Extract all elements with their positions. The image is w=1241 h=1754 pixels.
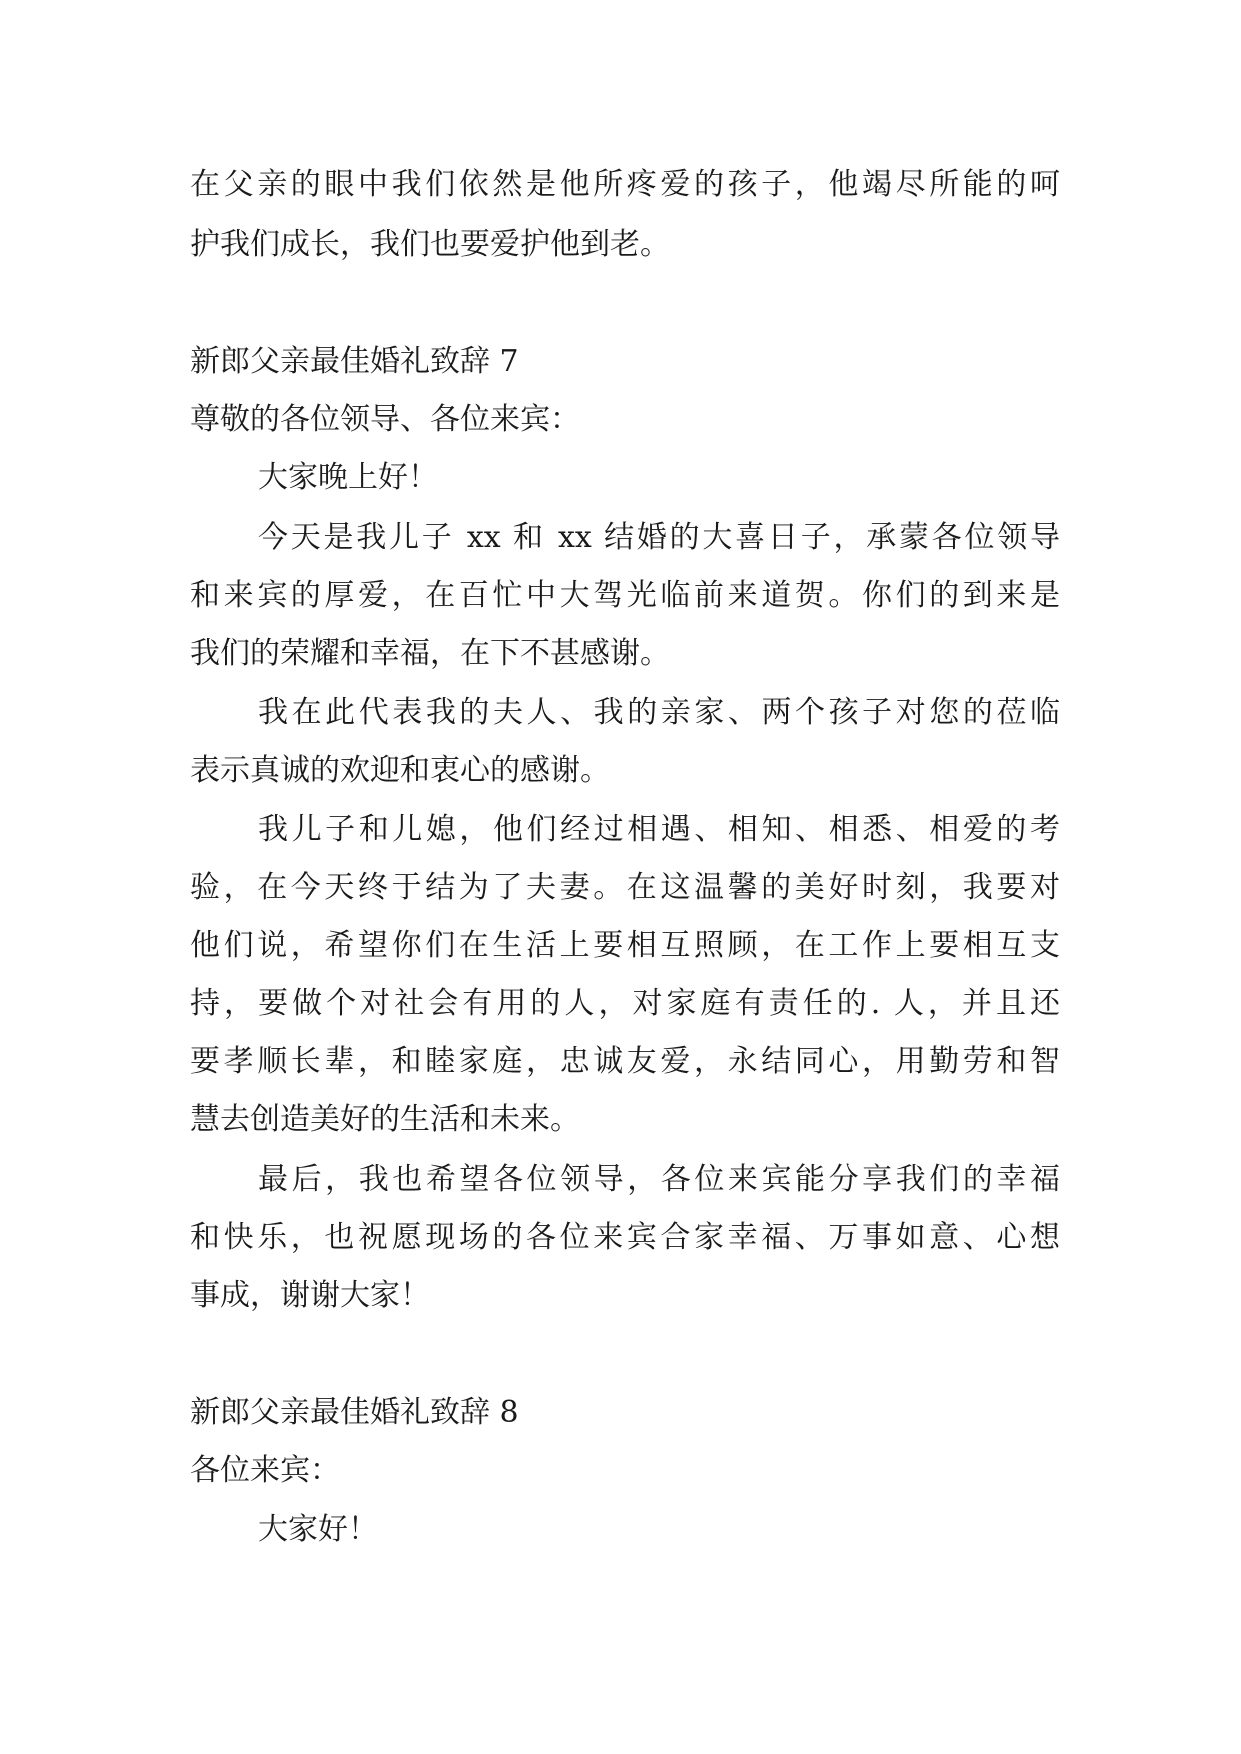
paragraph-line: 和来宾的厚爱，在百忙中大驾光临前来道贺。你们的到来是 [190, 578, 1060, 613]
section-heading-8: 新郎父亲最佳婚礼致辞 8 [190, 1395, 519, 1430]
paragraph-line: 我们的荣耀和幸福，在下不甚感谢。 [190, 636, 670, 671]
greeting: 大家晚上好！ [258, 460, 438, 495]
greeting: 大家好！ [258, 1512, 378, 1547]
paragraph-line: 在父亲的眼中我们依然是他所疼爱的孩子，他竭尽所能的呵 [190, 167, 1060, 202]
paragraph-line: 他们说，希望你们在生活上要相互照顾，在工作上要相互支 [190, 928, 1060, 963]
paragraph-line: 我在此代表我的夫人、我的亲家、两个孩子对您的莅临 [258, 695, 1060, 730]
paragraph-line: 事成，谢谢大家！ [190, 1278, 430, 1313]
paragraph-line: 持，要做个对社会有用的人，对家庭有责任的. 人，并且还 [190, 986, 1060, 1021]
salutation: 尊敬的各位领导、各位来宾： [190, 402, 580, 437]
paragraph-line: 我儿子和儿媳，他们经过相遇、相知、相悉、相爱的考 [258, 812, 1060, 847]
section-heading-7: 新郎父亲最佳婚礼致辞 7 [190, 344, 519, 379]
paragraph-line: 验，在今天终于结为了夫妻。在这温馨的美好时刻，我要对 [190, 870, 1060, 905]
paragraph-line: 慧去创造美好的生活和未来。 [190, 1102, 580, 1137]
paragraph-line: 护我们成长，我们也要爱护他到老。 [190, 227, 670, 262]
paragraph-line: 今天是我儿子 xx 和 xx 结婚的大喜日子，承蒙各位领导 [258, 520, 1060, 555]
paragraph-line: 表示真诚的欢迎和衷心的感谢。 [190, 753, 610, 788]
paragraph-line: 最后，我也希望各位领导，各位来宾能分享我们的幸福 [258, 1162, 1060, 1197]
salutation: 各位来宾： [190, 1453, 340, 1488]
paragraph-line: 和快乐，也祝愿现场的各位来宾合家幸福、万事如意、心想 [190, 1220, 1060, 1255]
paragraph-line: 要孝顺长辈，和睦家庭，忠诚友爱，永结同心，用勤劳和智 [190, 1044, 1060, 1079]
